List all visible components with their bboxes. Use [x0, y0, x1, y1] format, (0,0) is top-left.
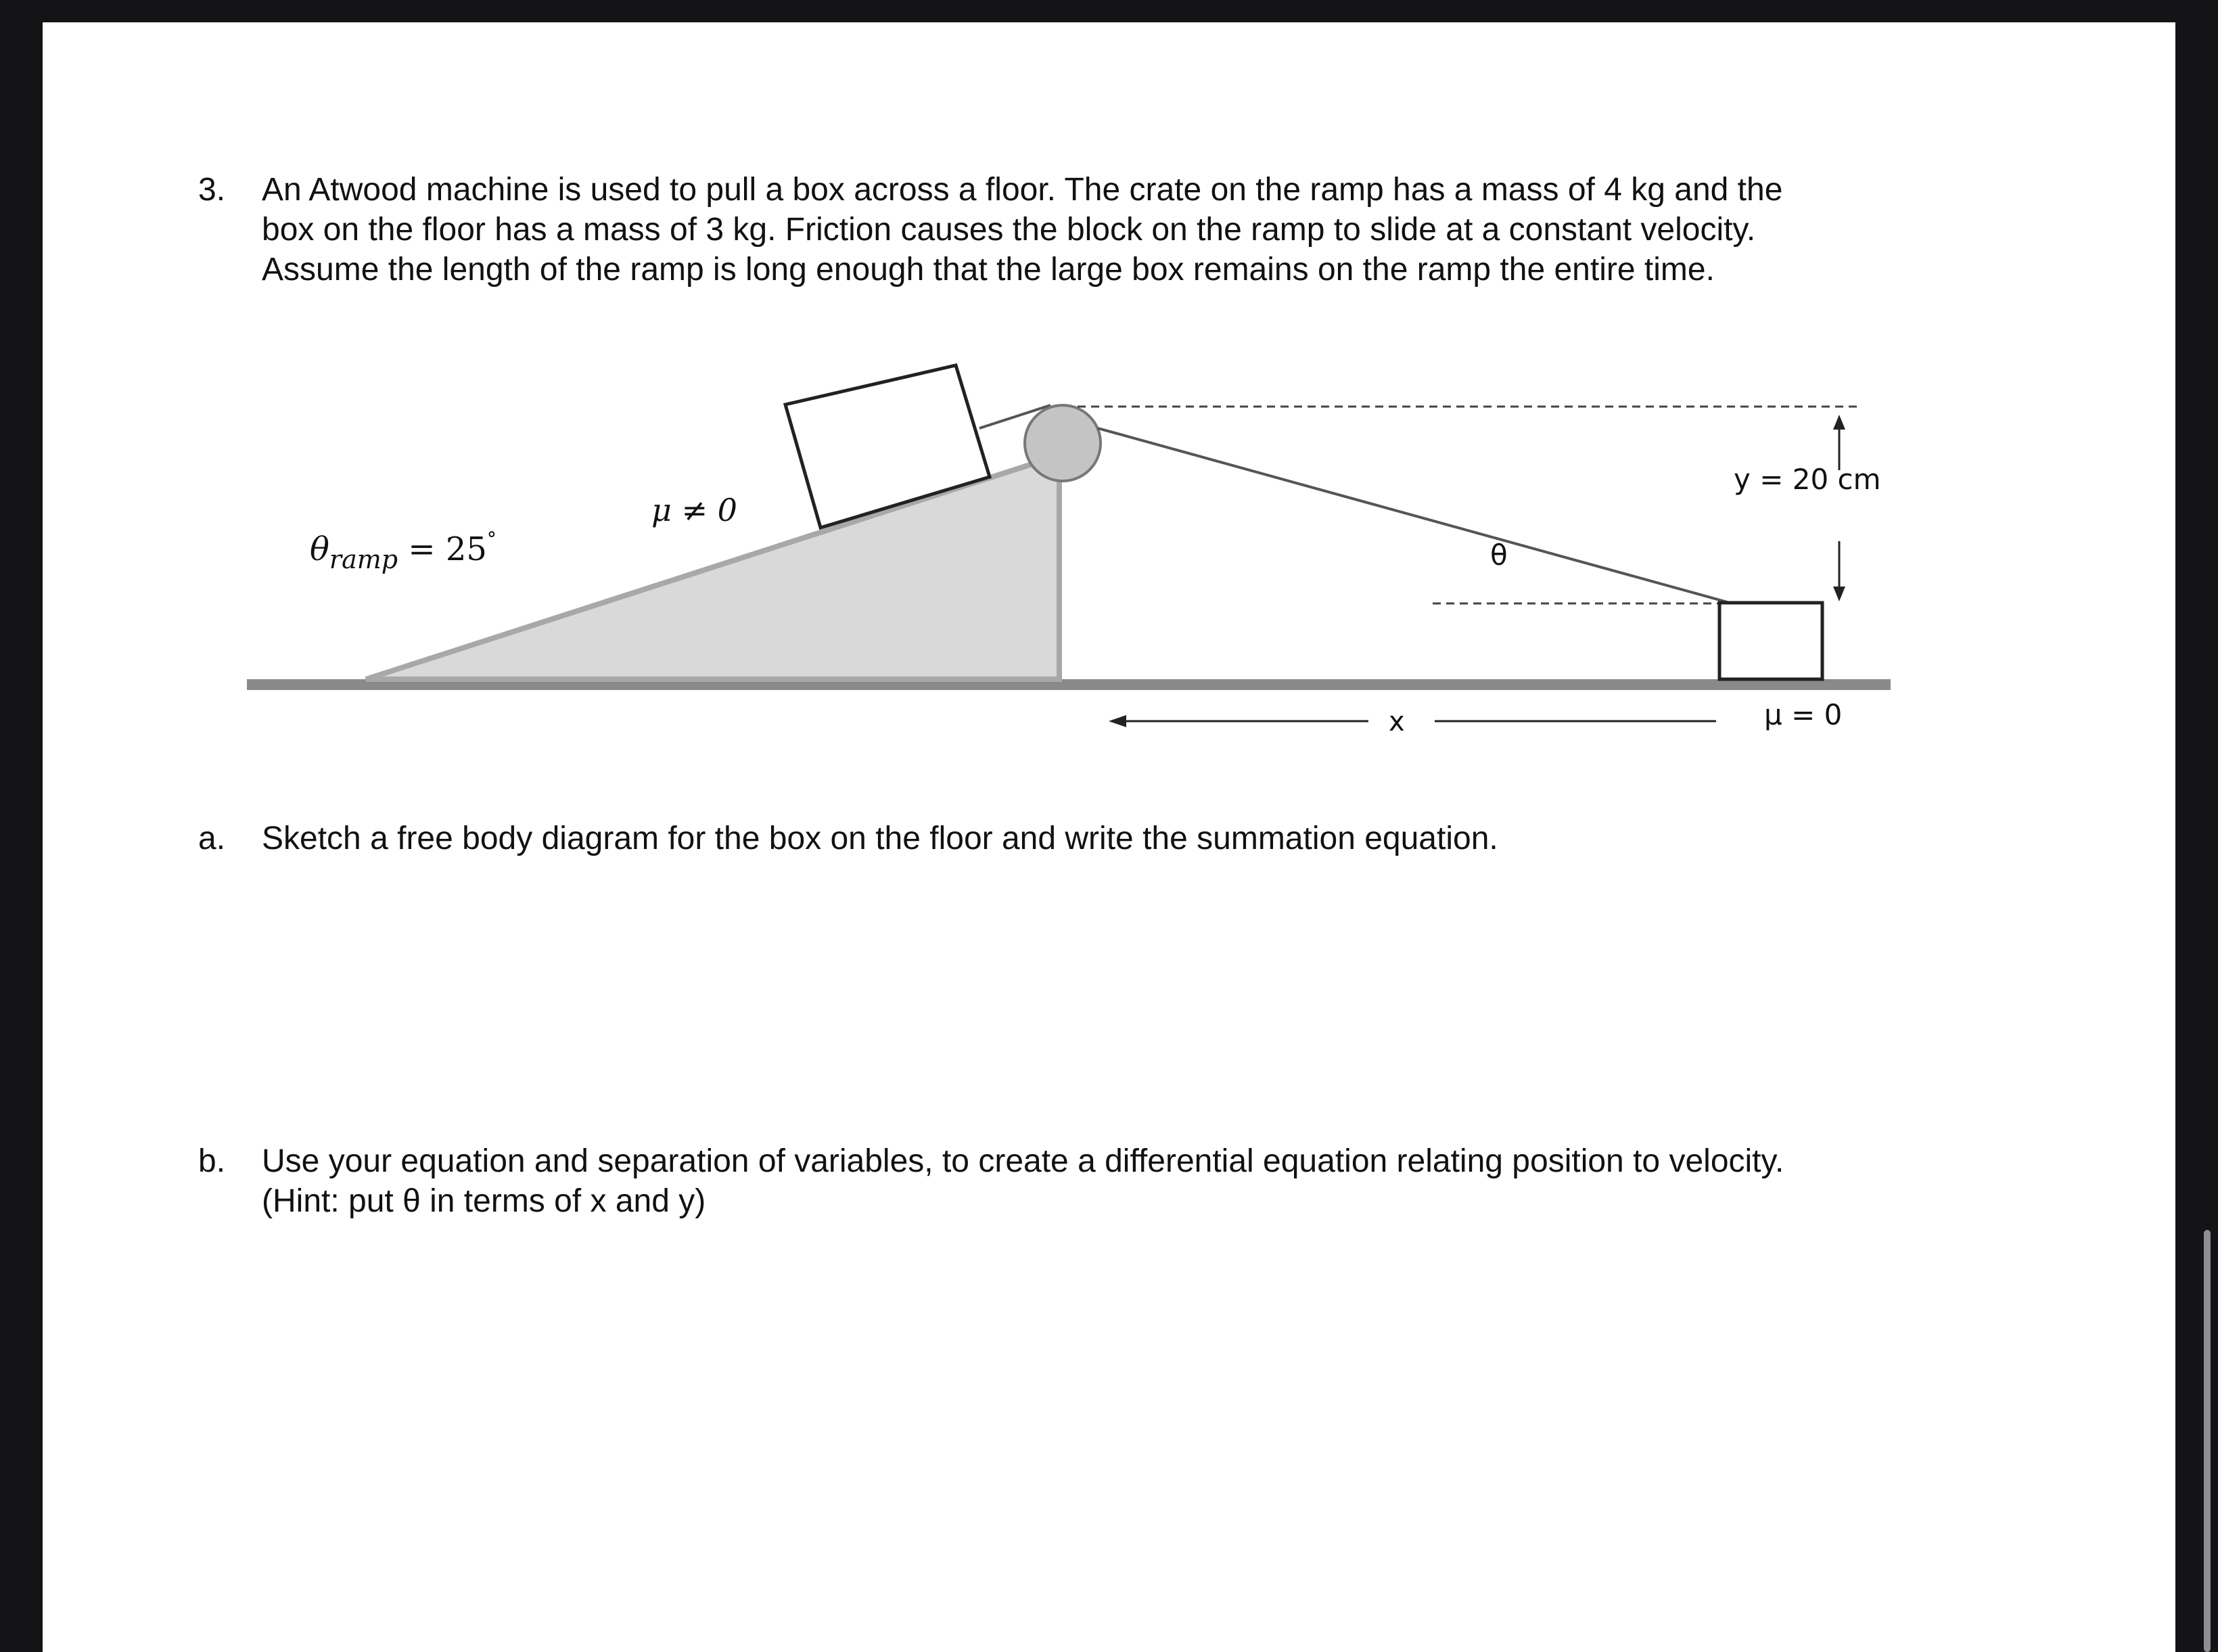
- theta-label: θ: [1490, 538, 1508, 572]
- y-arrow-up-head: [1833, 415, 1845, 430]
- question-line-2: box on the floor has a mass of 3 kg. Friction causes the block on the ramp to slide at a constant velocity.: [262, 212, 1756, 248]
- document-page: [43, 22, 2175, 1652]
- x-arrow-head: [1109, 715, 1126, 727]
- mu-ramp-label: μ ≠ 0: [651, 492, 737, 528]
- floor-box: [1719, 603, 1822, 679]
- mu-floor-label: μ = 0: [1764, 698, 1843, 731]
- y-label: y = 20 cm: [1734, 463, 1881, 496]
- atwood-diagram: [43, 22, 2175, 800]
- rope-floor-segment: [1098, 428, 1730, 603]
- x-label: x: [1389, 706, 1405, 737]
- part-b-letter: b.: [198, 1143, 226, 1179]
- vertical-scrollbar[interactable]: [2204, 1230, 2211, 1652]
- question-line-1: An Atwood machine is used to pull a box across a floor. The crate on the ramp has a mass of 4 kg and the: [262, 172, 1783, 208]
- pulley: [1025, 405, 1101, 481]
- question-number: 3.: [198, 172, 226, 208]
- question-line-3: Assume the length of the ramp is long enough that the large box remains on the ramp the entire time.: [262, 252, 1715, 288]
- theta-ramp-label: $\theta_{ramp} = 25^\circ$: [310, 528, 496, 574]
- part-a-text: Sketch a free body diagram for the box on the floor and write the summation equation.: [262, 821, 1498, 856]
- part-b-line-1: Use your equation and separation of variables, to create a differential equation relating position to velocity.: [262, 1143, 1784, 1179]
- part-a-letter: a.: [198, 821, 226, 856]
- part-b-line-2: (Hint: put θ in terms of x and y): [262, 1183, 706, 1219]
- y-arrow-down-head: [1833, 587, 1845, 601]
